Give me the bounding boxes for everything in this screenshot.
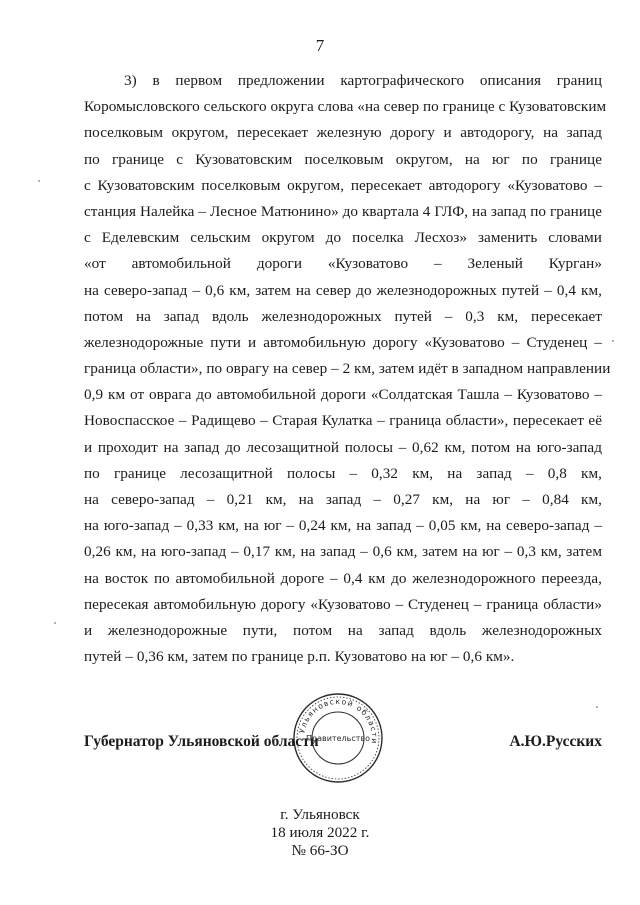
text-line: Новоспасское – Радищево – Старая Кулатка – граница области», пересекает её <box>84 412 602 430</box>
seal-center-text: Правительство <box>306 734 370 743</box>
signature-block <box>84 733 602 759</box>
text-line: граница области», по оврагу на север – 2 км, затем идёт в западном направлении <box>84 360 611 378</box>
text-line: станция Налейка – Лесное Матюнино» до квартала 4 ГЛФ, на запад по границе <box>84 202 602 220</box>
text-line: путей – 0,36 км, затем по границе р.п. Кузоватово на юг – 0,6 км». <box>84 648 515 666</box>
text-line: 0,9 км от оврага до автомобильной дороги «Солдатская Ташла – Кузоватово – <box>84 386 602 404</box>
text-line: Коромысловского сельского округа слова «на север по границе с Кузоватовским <box>84 98 607 116</box>
signer-name: А.Ю.Русских <box>509 733 602 750</box>
text-line: 0,26 км, на юго-запад – 0,17 км, на запад – 0,6 км, затем на юг – 0,3 км, затем <box>84 543 602 561</box>
text-line: по границе лесозащитной полосы – 0,32 км, на запад – 0,8 км, <box>84 464 602 482</box>
text-line: потом на запад вдоль железнодорожных путей – 0,3 км, пересекает <box>84 307 602 325</box>
page-number: 7 <box>315 36 325 55</box>
text-line: на юго-запад – 0,33 км, на юг – 0,24 км, на запад – 0,05 км, на северо-запад – <box>84 517 602 535</box>
text-line: по границе с Кузоватовским поселковым округом, на юг по границе <box>84 150 602 168</box>
scan-speck <box>54 622 56 624</box>
signer-title: Губернатор Ульяновской области <box>84 733 319 750</box>
text-line: железнодорожные пути и автомобильную дорогу «Кузоватово – Студенец – <box>84 333 602 351</box>
document-footer <box>0 806 640 860</box>
scan-speck <box>38 180 40 182</box>
text-line: и проходит на запад до лесозащитной полосы – 0,62 км, потом на юго-запад <box>84 438 602 456</box>
text-line: «от автомобильной дороги «Кузоватово – Зеленый Курган» <box>84 255 602 273</box>
text-line: с Кузоватовским поселковым округом, пересекает автодорогу «Кузоватово – <box>84 176 602 194</box>
footer-date: 18 июля 2022 г. <box>270 824 370 841</box>
scan-speck <box>596 706 598 708</box>
text-line: на северо-запад – 0,21 км, на запад – 0,27 км, на юг – 0,84 км, <box>84 491 602 508</box>
text-line: на северо-запад – 0,6 км, затем на север до железнодорожных путей – 0,4 км, <box>84 281 602 299</box>
text-line: 3) в первом предложении картографического описания границ <box>124 72 602 89</box>
scan-speck <box>612 340 614 342</box>
amendment-text <box>84 68 611 670</box>
footer-number: № 66-ЗО <box>291 842 349 859</box>
text-line: на восток по автомобильной дороге – 0,4 км до железнодорожного переезда, <box>84 569 602 587</box>
footer-city: г. Ульяновск <box>280 806 360 823</box>
text-line: поселковым округом, пересекает железную дорогу и автодорогу, на запад <box>84 124 602 142</box>
seal-ring-text: Ульяновской области <box>297 696 380 745</box>
text-line: с Еделевским сельским округом до поселка Лесхоз» заменить словами <box>84 229 602 247</box>
text-line: пересекая автомобильную дорогу «Кузоватово – Студенец – граница области» <box>84 595 602 613</box>
text-line: и железнодорожные пути, потом на запад вдоль железнодорожных <box>84 621 602 639</box>
